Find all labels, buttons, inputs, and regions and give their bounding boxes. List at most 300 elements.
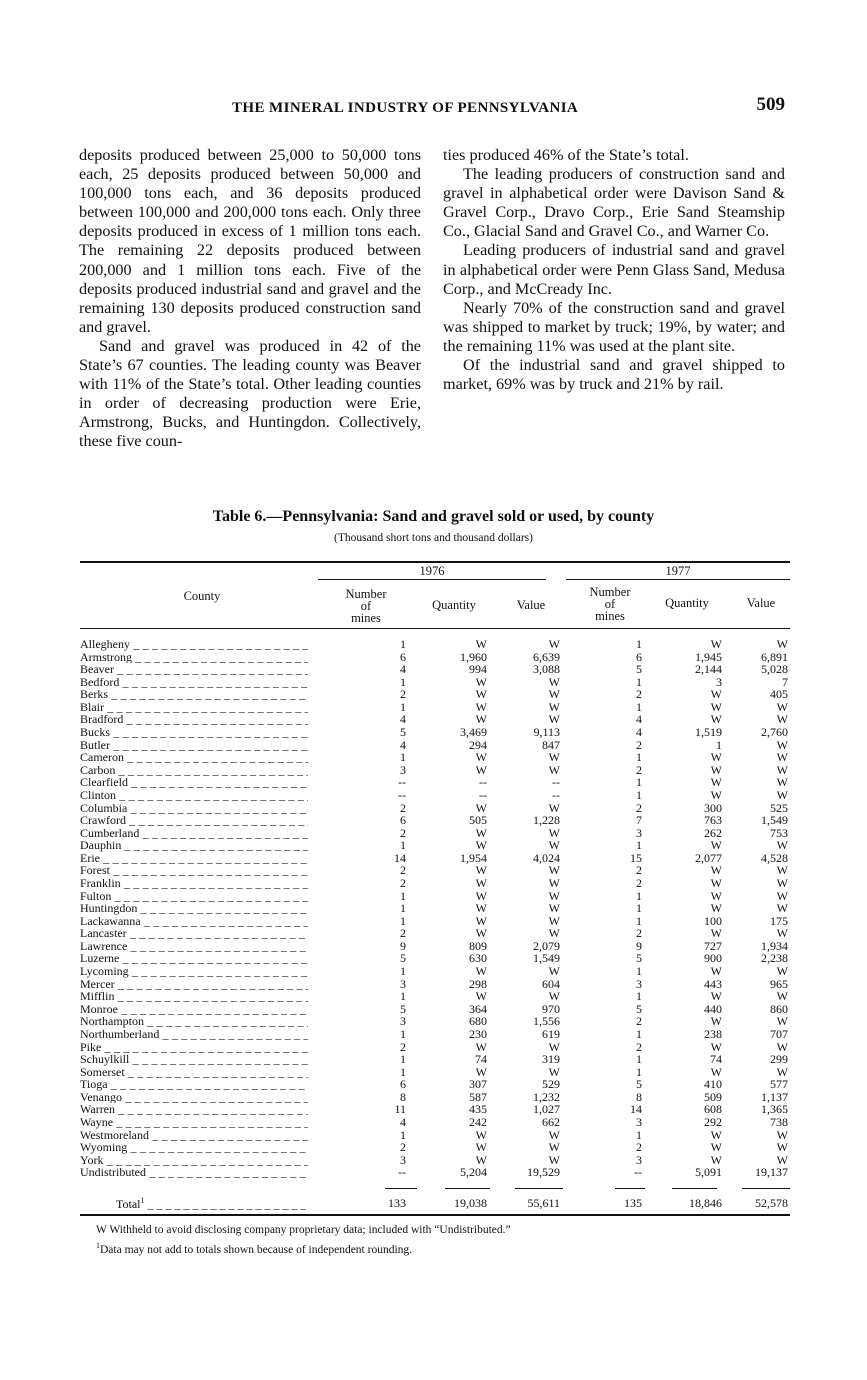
value-1976: 19,529 xyxy=(527,1165,560,1180)
value-1977: 525 xyxy=(770,800,788,815)
quantity-1977: W xyxy=(710,1152,722,1167)
quantity-1977: 2,077 xyxy=(695,850,722,865)
quantity-1976: W xyxy=(475,825,487,840)
mines-1976: 2 xyxy=(400,800,406,815)
mines-1976: 14 xyxy=(394,850,406,865)
value-1977: W xyxy=(776,699,788,714)
county-name: Bradford _ _ _ xyxy=(80,713,308,726)
value-1976: W xyxy=(548,825,560,840)
value-1976: -- xyxy=(552,787,560,802)
table-row xyxy=(80,726,790,739)
value-1977: W xyxy=(776,989,788,1004)
county-name: Wyoming _ _ _ xyxy=(80,1141,308,1154)
quantity-1977: W xyxy=(710,901,722,916)
value-1977: W xyxy=(776,737,788,752)
table-top-rule xyxy=(80,561,790,563)
table-row xyxy=(80,839,790,852)
county-name: Warren _ _ _ xyxy=(80,1103,308,1116)
total-row xyxy=(80,1196,790,1210)
table-row xyxy=(80,802,790,815)
table-row xyxy=(80,890,790,903)
mines-1977: 2 xyxy=(636,875,642,890)
county-name: Undistributed _ _ _ xyxy=(80,1166,308,1179)
quantity-1977: W xyxy=(710,1127,722,1142)
quantity-1976: W xyxy=(475,800,487,815)
table-row xyxy=(80,902,790,915)
value-1977: W xyxy=(776,762,788,777)
sum-rule xyxy=(385,1188,417,1189)
quantity-1976: W xyxy=(475,989,487,1004)
sum-rule xyxy=(515,1188,563,1189)
value-1977: W xyxy=(776,787,788,802)
quantity-1976: 5,204 xyxy=(460,1165,487,1180)
quantity-1977: 1,519 xyxy=(695,725,722,740)
mines-1976: 8 xyxy=(400,1089,406,1104)
value-1976: 1,232 xyxy=(533,1089,560,1104)
mines-1977: 2 xyxy=(636,737,642,752)
mines-1977: 9 xyxy=(636,938,642,953)
mines-1976: 1 xyxy=(400,888,406,903)
mines-1976: 1 xyxy=(400,750,406,765)
table-row xyxy=(80,789,790,802)
mines-1976: 1 xyxy=(400,913,406,928)
quantity-1977: 727 xyxy=(704,938,722,953)
quantity-1977: W xyxy=(710,775,722,790)
quantity-1976: W xyxy=(475,687,487,702)
table-row xyxy=(80,940,790,953)
mines-1977: 1 xyxy=(636,750,642,765)
paragraph: deposits produced between 25,000 to 50,000 tons each, 25 deposits produced between 50,000 and 100,000 tons each, and 36 deposits produced between 100,000 and 200,000 tons each. Only three deposits produced in excess of 1 million tons each. The remaining 22 deposits produced between 200,000 and 1 million tons each. Five of the deposits produced industrial sand and gravel and the remaining 130 deposits produced construction sand and gravel. xyxy=(79,146,421,336)
value-1976: W xyxy=(548,913,560,928)
paragraph: The leading producers of construction sand and gravel in alphabetical order were Davison Sand & Gravel Corp., Dravo Corp., Erie Sand Steamship Co., Glacial Sand and Gravel Co., and Warner Co. xyxy=(443,165,785,241)
table-title: Table 6.—Pennsylvania: Sand and gravel sold or used, by county xyxy=(212,508,655,525)
mines-1977: 5 xyxy=(636,1001,642,1016)
quantity-1976: W xyxy=(475,926,487,941)
table-row xyxy=(80,1154,790,1167)
value-1976: W xyxy=(548,687,560,702)
value-1976: 662 xyxy=(542,1114,560,1129)
mines-1976: 3 xyxy=(400,976,406,991)
value-1977: W xyxy=(776,964,788,979)
value-1977: 965 xyxy=(770,976,788,991)
county-name: Bucks _ _ _ xyxy=(80,726,308,739)
value-1976: 4,024 xyxy=(533,850,560,865)
county-name: Luzerne _ _ _ xyxy=(80,952,308,965)
mines-1977: 2 xyxy=(636,863,642,878)
mines-header-1976-line2: of xyxy=(360,599,372,613)
quantity-1977: 1 xyxy=(716,737,722,752)
mines-1977: 1 xyxy=(636,989,642,1004)
mines-1976: 2 xyxy=(400,687,406,702)
value-1977: 175 xyxy=(770,913,788,928)
paragraph: ties produced 46% of the State’s total. xyxy=(443,146,689,164)
footnote-1-text: Data may not add to totals shown because of independent rounding. xyxy=(100,1243,413,1256)
quantity-1976: 298 xyxy=(469,976,487,991)
table-row xyxy=(80,676,790,689)
county-name: Cameron _ _ _ xyxy=(80,751,308,764)
value-1976: W xyxy=(548,750,560,765)
value-1977: 860 xyxy=(770,1001,788,1016)
county-name: Westmoreland _ _ _ xyxy=(80,1129,308,1142)
mines-1976: 5 xyxy=(400,1001,406,1016)
table-row xyxy=(80,814,790,827)
paragraph: Of the industrial sand and gravel shipped to market, 69% was by truck and 21% by rail. xyxy=(443,356,785,394)
quantity-1976: W xyxy=(475,637,487,651)
mines-1977: 5 xyxy=(636,951,642,966)
mines-1976: 3 xyxy=(400,1152,406,1167)
county-name: Erie _ _ _ xyxy=(80,852,308,865)
total-quantity-1977: 18,846 xyxy=(689,1196,722,1210)
mines-1977: 1 xyxy=(636,838,642,853)
year-rule-1977 xyxy=(566,579,790,580)
table-row xyxy=(80,1003,790,1016)
table-row xyxy=(80,1078,790,1091)
value-1977: W xyxy=(776,875,788,890)
mines-1977: 1 xyxy=(636,1064,642,1079)
quantity-1976: W xyxy=(475,674,487,689)
mines-1976: -- xyxy=(398,775,406,790)
table-row xyxy=(80,1129,790,1142)
paragraph: Nearly 70% of the construction sand and gravel was shipped to market by truck; 19%, by water; and the remaining 11% was used at the plant site. xyxy=(443,298,785,355)
quantity-1976: W xyxy=(475,913,487,928)
table-row xyxy=(80,852,790,865)
county-name: Forest _ _ _ xyxy=(80,864,308,877)
mines-1977: 2 xyxy=(636,1140,642,1155)
county-name: Columbia _ _ _ xyxy=(80,802,308,815)
sum-rule xyxy=(742,1188,790,1189)
mines-1976: 2 xyxy=(400,1140,406,1155)
quantity-1977: W xyxy=(710,762,722,777)
table-row xyxy=(80,915,790,928)
county-name: Butler _ _ _ xyxy=(80,739,308,752)
quantity-1976: 242 xyxy=(469,1114,487,1129)
total-mines-1976: 133 xyxy=(388,1196,406,1210)
year-1976-header: 1976 xyxy=(419,564,445,578)
quantity-1977: 443 xyxy=(704,976,722,991)
quantity-1977: W xyxy=(710,964,722,979)
value-1976: 9,113 xyxy=(533,725,560,740)
value-1976: W xyxy=(548,637,560,651)
table-subtitle: (Thousand short tons and thousand dollars) xyxy=(334,532,533,544)
county-name: Lancaster _ _ _ xyxy=(80,927,308,940)
mines-1977: 15 xyxy=(630,850,642,865)
value-1977: W xyxy=(776,637,788,651)
quantity-1976: W xyxy=(475,762,487,777)
total-quantity-1976: 19,038 xyxy=(454,1196,487,1210)
table-row xyxy=(80,1041,790,1054)
total-label-text: Total xyxy=(116,1197,141,1211)
value-1976: 6,639 xyxy=(533,649,560,664)
table-row xyxy=(80,651,790,664)
value-1977: 299 xyxy=(770,1052,788,1067)
quantity-1977: W xyxy=(710,888,722,903)
value-1977: 1,934 xyxy=(761,938,788,953)
mines-1977: 5 xyxy=(636,662,642,677)
value-1977: 1,365 xyxy=(761,1102,788,1117)
quantity-1977: 5,091 xyxy=(695,1165,722,1180)
value-1976: 1,556 xyxy=(533,1014,560,1029)
value-1976: W xyxy=(548,875,560,890)
quantity-1977: 440 xyxy=(704,1001,722,1016)
table-row xyxy=(80,952,790,965)
year-1977-header: 1977 xyxy=(665,564,691,578)
value-header-1976: Value xyxy=(516,598,546,612)
table-row xyxy=(80,1066,790,1079)
county-name: Northampton _ _ _ xyxy=(80,1015,308,1028)
quantity-1976: 809 xyxy=(469,938,487,953)
year-rule-1976 xyxy=(318,579,546,580)
mines-1976: 1 xyxy=(400,699,406,714)
mines-1976: 1 xyxy=(400,1052,406,1067)
mines-1976: 4 xyxy=(400,1114,406,1129)
mines-1976: 1 xyxy=(400,1127,406,1142)
value-1976: W xyxy=(548,888,560,903)
mines-1976: 2 xyxy=(400,875,406,890)
county-name: Schuylkill _ _ _ xyxy=(80,1053,308,1066)
value-1977: 577 xyxy=(770,1077,788,1092)
county-name: Lackawanna _ _ _ xyxy=(80,915,308,928)
mines-1977: 1 xyxy=(636,1052,642,1067)
quantity-1976: W xyxy=(475,875,487,890)
mines-1977: -- xyxy=(634,1165,642,1180)
mines-1976: 2 xyxy=(400,863,406,878)
mines-1977: 1 xyxy=(636,637,642,651)
value-1977: 738 xyxy=(770,1114,788,1129)
table-row xyxy=(80,965,790,978)
value-1976: W xyxy=(548,901,560,916)
quantity-1977: W xyxy=(710,637,722,651)
mines-1976: 1 xyxy=(400,637,406,651)
county-name: Mercer _ _ _ xyxy=(80,978,308,991)
value-1976: W xyxy=(548,674,560,689)
value-1976: W xyxy=(548,1064,560,1079)
mines-1977: 1 xyxy=(636,674,642,689)
quantity-1976: 505 xyxy=(469,813,487,828)
table-row xyxy=(80,1116,790,1129)
quantity-1977: 100 xyxy=(704,913,722,928)
quantity-1977: 262 xyxy=(704,825,722,840)
quantity-1976: 587 xyxy=(469,1089,487,1104)
mines-header-1977-line3: mines xyxy=(595,609,625,623)
mines-1976: 2 xyxy=(400,926,406,941)
mines-1977: 4 xyxy=(636,712,642,727)
table-row xyxy=(80,751,790,764)
quantity-1976: W xyxy=(475,1039,487,1054)
quantity-1976: W xyxy=(475,712,487,727)
county-name: Crawford _ _ _ xyxy=(80,814,308,827)
total-value-1977: 52,578 xyxy=(755,1196,788,1210)
value-1976: W xyxy=(548,1152,560,1167)
county-name: Lawrence _ _ _ xyxy=(80,940,308,953)
value-header-1977: Value xyxy=(746,596,776,610)
county-name: Cumberland _ _ _ xyxy=(80,827,308,840)
table-row xyxy=(80,1053,790,1066)
table-row xyxy=(80,1091,790,1104)
value-1977: 7 xyxy=(782,674,788,689)
quantity-1976: 630 xyxy=(469,951,487,966)
value-1976: 529 xyxy=(542,1077,560,1092)
mines-1976: 5 xyxy=(400,951,406,966)
mines-1976: 1 xyxy=(400,901,406,916)
mines-header-1977-line1: Number xyxy=(589,585,631,599)
value-1976: W xyxy=(548,964,560,979)
county-name: Beaver _ _ _ xyxy=(80,663,308,676)
value-1977: W xyxy=(776,926,788,941)
value-1976: W xyxy=(548,1140,560,1155)
value-1976: 1,549 xyxy=(533,951,560,966)
table-row xyxy=(80,877,790,890)
county-name: Northumberland _ _ _ xyxy=(80,1028,308,1041)
mines-1976: 3 xyxy=(400,1014,406,1029)
page-header xyxy=(80,94,787,120)
quantity-1976: 680 xyxy=(469,1014,487,1029)
value-1977: W xyxy=(776,712,788,727)
mines-1977: 7 xyxy=(636,813,642,828)
county-name: Berks _ _ _ xyxy=(80,688,308,701)
value-1977: 19,137 xyxy=(755,1165,788,1180)
sum-rule xyxy=(672,1188,717,1189)
quantity-1976: W xyxy=(475,964,487,979)
county-name: Blair _ _ _ xyxy=(80,701,308,714)
quantity-1976: 1,954 xyxy=(460,850,487,865)
table-row xyxy=(80,638,790,651)
mines-1977: 1 xyxy=(636,888,642,903)
county-name: Armstrong _ _ _ xyxy=(80,651,308,664)
value-1977: 753 xyxy=(770,825,788,840)
mines-1977: 1 xyxy=(636,1127,642,1142)
mines-1977: 2 xyxy=(636,762,642,777)
footnote-1: $^1$Data may not add to totals shown because of independent rounding. xyxy=(96,1241,413,1256)
quantity-1976: 1,960 xyxy=(460,649,487,664)
quantity-1977: W xyxy=(710,712,722,727)
value-1977: W xyxy=(776,901,788,916)
quantity-1977: W xyxy=(710,750,722,765)
quantity-1976: -- xyxy=(479,775,487,790)
quantity-1976: W xyxy=(475,838,487,853)
value-1976: W xyxy=(548,712,560,727)
value-1976: 2,079 xyxy=(533,938,560,953)
county-name: Wayne _ _ _ xyxy=(80,1116,308,1129)
county-name: Carbon _ _ _ xyxy=(80,764,308,777)
value-1976: 1,228 xyxy=(533,813,560,828)
value-1977: W xyxy=(776,888,788,903)
quantity-1977: 763 xyxy=(704,813,722,828)
value-1976: 847 xyxy=(542,737,560,752)
value-1977: 2,238 xyxy=(761,951,788,966)
table-row xyxy=(80,1166,790,1179)
quantity-1976: W xyxy=(475,1140,487,1155)
county-name: Huntingdon _ _ _ xyxy=(80,902,308,915)
paragraph: Leading producers of industrial sand and gravel in alphabetical order were Penn Glass Sand, Medusa Corp., and McCready Inc. xyxy=(443,241,785,298)
quantity-1977: W xyxy=(710,687,722,702)
county-name: Allegheny _ _ _ xyxy=(80,638,308,651)
value-1977: W xyxy=(776,838,788,853)
quantity-1976: 230 xyxy=(469,1026,487,1041)
value-1977: W xyxy=(776,1014,788,1029)
mines-header-1976-line1: Number xyxy=(345,587,387,601)
quantity-1977: W xyxy=(710,1064,722,1079)
mines-1977: 1 xyxy=(636,901,642,916)
left-column xyxy=(79,146,421,452)
quantity-1977: W xyxy=(710,989,722,1004)
quantity-1977: W xyxy=(710,787,722,802)
paragraph: Sand and gravel was produced in 42 of the State’s 67 counties. The leading county was Beaver with 11% of the State’s total. Other leading counties in order of decreasing production were Erie, Armstrong, Bucks, and Huntingdon. Collectively, these five coun- xyxy=(79,336,421,451)
county-header: County xyxy=(183,589,221,603)
mines-1976: 4 xyxy=(400,662,406,677)
quantity-1976: W xyxy=(475,750,487,765)
county-name: Monroe _ _ _ xyxy=(80,1003,308,1016)
value-1976: 319 xyxy=(542,1052,560,1067)
table-row xyxy=(80,978,790,991)
quantity-1977: 74 xyxy=(710,1052,722,1067)
total-mines-1977: 135 xyxy=(624,1196,642,1210)
value-1977: 5,028 xyxy=(761,662,788,677)
quantity-1977: 292 xyxy=(704,1114,722,1129)
mines-1976: 1 xyxy=(400,838,406,853)
quantity-1976: W xyxy=(475,1127,487,1142)
quantity-1976: 294 xyxy=(469,737,487,752)
quantity-1976: W xyxy=(475,901,487,916)
mines-1976: 2 xyxy=(400,825,406,840)
value-1977: 1,137 xyxy=(761,1089,788,1104)
county-name: Franklin _ _ _ xyxy=(80,877,308,890)
quantity-1976: W xyxy=(475,863,487,878)
mines-1976: 1 xyxy=(400,674,406,689)
table-row xyxy=(80,713,790,726)
mines-1976: 3 xyxy=(400,762,406,777)
mines-1977: 2 xyxy=(636,687,642,702)
quantity-1976: W xyxy=(475,1064,487,1079)
value-1977: 405 xyxy=(770,687,788,702)
value-1976: W xyxy=(548,1039,560,1054)
county-name: Clearfield _ _ _ xyxy=(80,776,308,789)
mines-1977: 1 xyxy=(636,964,642,979)
page-number: 509 xyxy=(756,94,785,115)
value-1976: 619 xyxy=(542,1026,560,1041)
mines-1977: 3 xyxy=(636,825,642,840)
mines-1976: 1 xyxy=(400,964,406,979)
mines-1976: 4 xyxy=(400,737,406,752)
mines-1976: 6 xyxy=(400,1077,406,1092)
mines-1977: 2 xyxy=(636,926,642,941)
mines-1976: 11 xyxy=(394,1102,406,1117)
mines-1977: 1 xyxy=(636,775,642,790)
quantity-1977: 3 xyxy=(716,674,722,689)
mines-1977: 5 xyxy=(636,1077,642,1092)
mines-1977: 2 xyxy=(636,800,642,815)
value-1977: W xyxy=(776,1152,788,1167)
county-name: Mifflin _ _ _ xyxy=(80,990,308,1003)
quantity-header-1976: Quantity xyxy=(432,598,476,612)
county-name: Venango _ _ _ xyxy=(80,1091,308,1104)
quantity-1976: 994 xyxy=(469,662,487,677)
value-1977: 2,760 xyxy=(761,725,788,740)
running-title: THE MINERAL INDUSTRY OF PENNSYLVANIA xyxy=(232,100,579,116)
county-name: Bedford _ _ _ xyxy=(80,676,308,689)
quantity-1976: 74 xyxy=(475,1052,487,1067)
mines-1976: 1 xyxy=(400,1064,406,1079)
right-column xyxy=(443,146,785,394)
mines-1976: 1 xyxy=(400,1026,406,1041)
value-1976: W xyxy=(548,926,560,941)
quantity-header-1977: Quantity xyxy=(665,596,709,610)
quantity-1977: W xyxy=(710,838,722,853)
county-name: Lycoming _ _ _ xyxy=(80,965,308,978)
quantity-1977: 2,144 xyxy=(695,662,722,677)
table-row xyxy=(80,990,790,1003)
header-bottom-rule xyxy=(80,628,790,629)
mines-1976: -- xyxy=(398,787,406,802)
